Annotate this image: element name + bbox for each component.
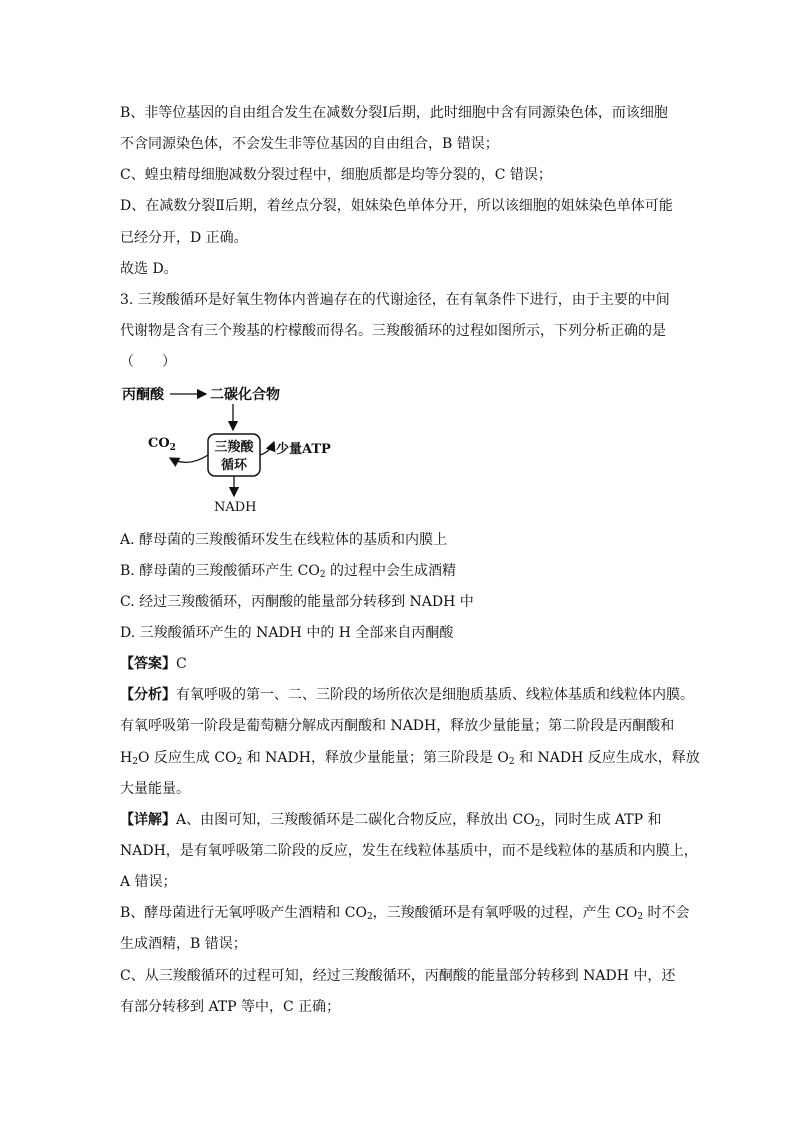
atp-label: 少量ATP: [276, 442, 331, 457]
tca-cycle-diagram: [118, 380, 358, 520]
text-line: D、在减数分裂Ⅱ后期，着丝点分裂，姐妹染色单体分开，所以该细胞的姐妹染色单体可能: [120, 198, 673, 214]
two-carbon-label: 二碳化合物: [210, 387, 280, 403]
co2-label: $CO_2$: [148, 436, 176, 453]
text-line: B、非等位基因的自由组合发生在减数分裂Ⅰ后期，此时细胞中含有同源染色体，而该细胞: [120, 105, 668, 121]
text-line: C、蝗虫精母细胞减数分裂过程中，细胞质都是均等分裂的，C 错误；: [120, 167, 552, 183]
answer-line: 【答案】C: [120, 656, 187, 672]
question-text: 3. 三羧酸循环是好氧生物体内普遍存在的代谢途径，在有氧条件下进行，由于主要的中间: [120, 292, 670, 308]
detail-line: C、从三羧酸循环的过程可知，经过三羧酸循环，丙酮酸的能量部分转移到 NADH 中，还: [120, 968, 676, 984]
cycle-label-line2: 循环: [220, 458, 248, 473]
text-line: 已经分开，D 正确。: [120, 230, 248, 246]
question-text: 代谢物是含有三个羧基的柠檬酸而得名。三羧酸循环的过程如图所示，下列分析正确的是: [120, 323, 666, 339]
analysis-line: 有氧呼吸第一阶段是葡萄糖分解成丙酮酸和 NADH，释放少量能量；第二阶段是丙酮酸和: [120, 718, 675, 734]
detail-line: B、酵母菌进行无氧呼吸产生酒精和 $CO_2$，三羧酸循环是有氧呼吸的过程，产生 $CO_2$ 时不会: [120, 905, 690, 922]
detail-line: 【详解】A、由图可知，三羧酸循环是二碳化合物反应，释放出 $CO_2$，同时生成 ATP 和: [120, 812, 662, 829]
option-c: C. 经过三羧酸循环，丙酮酸的能量部分转移到 NADH 中: [120, 594, 474, 610]
text-line: 不含同源染色体，不会发生非等位基因的自由组合，B 错误；: [120, 136, 499, 152]
detail-line: A 错误；: [120, 874, 177, 890]
option-b: B. 酵母菌的三羧酸循环产生 $CO_2$ 的过程中会生成酒精: [120, 563, 457, 580]
analysis-line: 大量能量。: [120, 781, 190, 797]
answer-blank: （ ）: [120, 354, 176, 370]
pyruvate-label: 丙酮酸: [122, 387, 164, 403]
analysis-line: 【分析】有氧呼吸的第一、二、三阶段的场所依次是细胞质基质、线粒体基质和线粒体内膜。: [120, 687, 694, 703]
detail-line: NADH，是有氧呼吸第二阶段的反应，发生在线粒体基质中，而不是线粒体的基质和内膜上，: [120, 843, 698, 859]
arrow-co2: [170, 455, 208, 462]
option-d: D. 三羧酸循环产生的 NADH 中的 H 全部来自丙酮酸: [120, 625, 454, 641]
text-line: 故选 D。: [120, 261, 178, 277]
detail-line: 有部分转移到 ATP 等中，C 正确；: [120, 999, 341, 1015]
nadh-label: NADH: [214, 500, 257, 515]
cycle-label-line1: 三羧酸: [214, 440, 254, 455]
detail-line: 生成酒精，B 错误；: [120, 936, 247, 952]
analysis-line: $H_2O$ 反应生成 $CO_2$ 和 NADH，释放少量能量；第三阶段是 $O_2$ 和 NADH 反应生成水，释放: [120, 750, 700, 767]
arrow-atp: [260, 442, 274, 455]
option-a: A. 酵母菌的三羧酸循环发生在线粒体的基质和内膜上: [120, 532, 448, 548]
